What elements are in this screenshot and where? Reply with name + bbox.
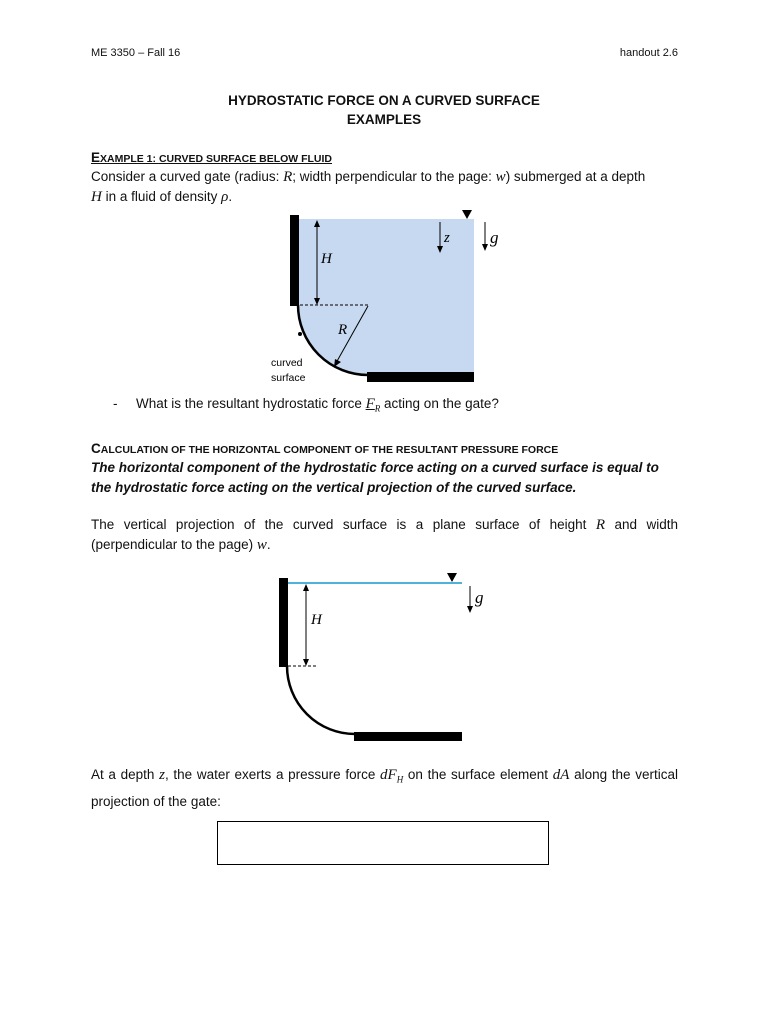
p1-symbol-w: w — [495, 169, 506, 185]
figure-curved-gate — [260, 208, 510, 388]
question-text-a: What is the resultant hydrostatic force — [136, 396, 366, 411]
p1-symbol-R: R — [283, 169, 293, 185]
heading-rest: XAMPLE 1: — [100, 153, 159, 165]
heading-cap: E — [91, 150, 101, 165]
g-arrow-head-2 — [467, 606, 473, 613]
surface-point — [298, 332, 302, 336]
heading-topic: CURVED SURFACE BELOW FLUID — [158, 153, 333, 165]
question-text — [136, 394, 499, 419]
p3-text-d: along the vertical projection of the gate: — [91, 767, 678, 809]
question-symbol-F-sub: R — [374, 403, 381, 414]
g-arrow-head — [482, 244, 488, 251]
question-symbol-F: F — [365, 396, 375, 412]
p1-text-e: . — [228, 189, 233, 204]
free-surface-marker — [462, 210, 472, 219]
projection-paragraph — [91, 515, 678, 555]
label-surface: surface — [271, 372, 306, 384]
label-curved: curved — [271, 357, 303, 369]
label-H-2: H — [311, 612, 322, 628]
p1-symbol-rho: ρ — [221, 189, 229, 205]
course-label: ME 3350 – Fall 16 — [91, 47, 181, 59]
p1-text-a: Consider a curved gate (radius: — [91, 169, 284, 184]
answer-box[interactable] — [217, 821, 549, 865]
p1-text-c: ) submerged at a depth — [505, 169, 646, 184]
handout-label: handout 2.6 — [619, 47, 678, 59]
question-line — [113, 394, 118, 414]
section2-heading-rest: ALCULATION OF THE HORIZONTAL COMPONENT OF THE RESULTANT PRESSURE FORCE — [100, 444, 559, 456]
p3-text-a: At a depth — [91, 767, 160, 782]
example1-heading — [91, 149, 332, 167]
p1-text-d: in a fluid of density — [101, 189, 222, 204]
question-dash: - — [113, 396, 118, 411]
p2-text-c: . — [266, 537, 271, 552]
p2-symbol-R: R — [595, 517, 606, 533]
page-title: HYDROSTATIC FORCE ON A CURVED SURFACE — [228, 93, 540, 108]
label-g: g — [490, 228, 499, 247]
p1-symbol-H: H — [91, 189, 102, 205]
example1-paragraph — [91, 167, 678, 207]
key-statement: The horizontal component of the hydrostatic force acting on a curved surface is equal to the hydrostatic force acting on the vertical projection of the curved surface. — [91, 460, 659, 495]
p1-text-b: ; width perpendicular to the page: — [292, 169, 496, 184]
label-H: H — [321, 251, 332, 267]
figure-vertical-projection — [270, 570, 500, 750]
p3-symbol-dA: dA — [552, 767, 570, 783]
question-text-b: acting on the gate? — [380, 396, 499, 411]
label-R: R — [338, 322, 348, 338]
p3-symbol-dF: dF — [380, 767, 397, 783]
bottom-plate — [367, 372, 474, 382]
p3-symbol-z: z — [159, 767, 165, 783]
p3-text-b: , the water exerts a pressure force — [164, 767, 381, 782]
p3-text-c: on the surface element — [403, 767, 553, 782]
h-arrow-bottom-2 — [303, 659, 309, 666]
p2-text-b: and width (perpendicular to the page) — [91, 517, 678, 552]
free-surface-marker-2 — [447, 573, 457, 582]
label-g-2: g — [475, 588, 484, 607]
page-subtitle: EXAMPLES — [346, 112, 422, 127]
h-arrow-top-2 — [303, 584, 309, 591]
bottom-plate-2 — [354, 732, 462, 741]
vertical-wall — [290, 215, 299, 306]
section2-heading-cap: C — [91, 441, 101, 456]
pressure-paragraph — [91, 764, 678, 813]
p2-text-a: The vertical projection of the curved surface is a plane surface of height — [91, 517, 596, 532]
p3-symbol-dF-sub: H — [396, 774, 404, 785]
p2-symbol-w: w — [256, 537, 267, 553]
section2-heading — [91, 440, 558, 458]
label-z: z — [444, 230, 450, 246]
vertical-wall-2 — [279, 578, 288, 667]
curved-surface-2 — [287, 666, 355, 734]
